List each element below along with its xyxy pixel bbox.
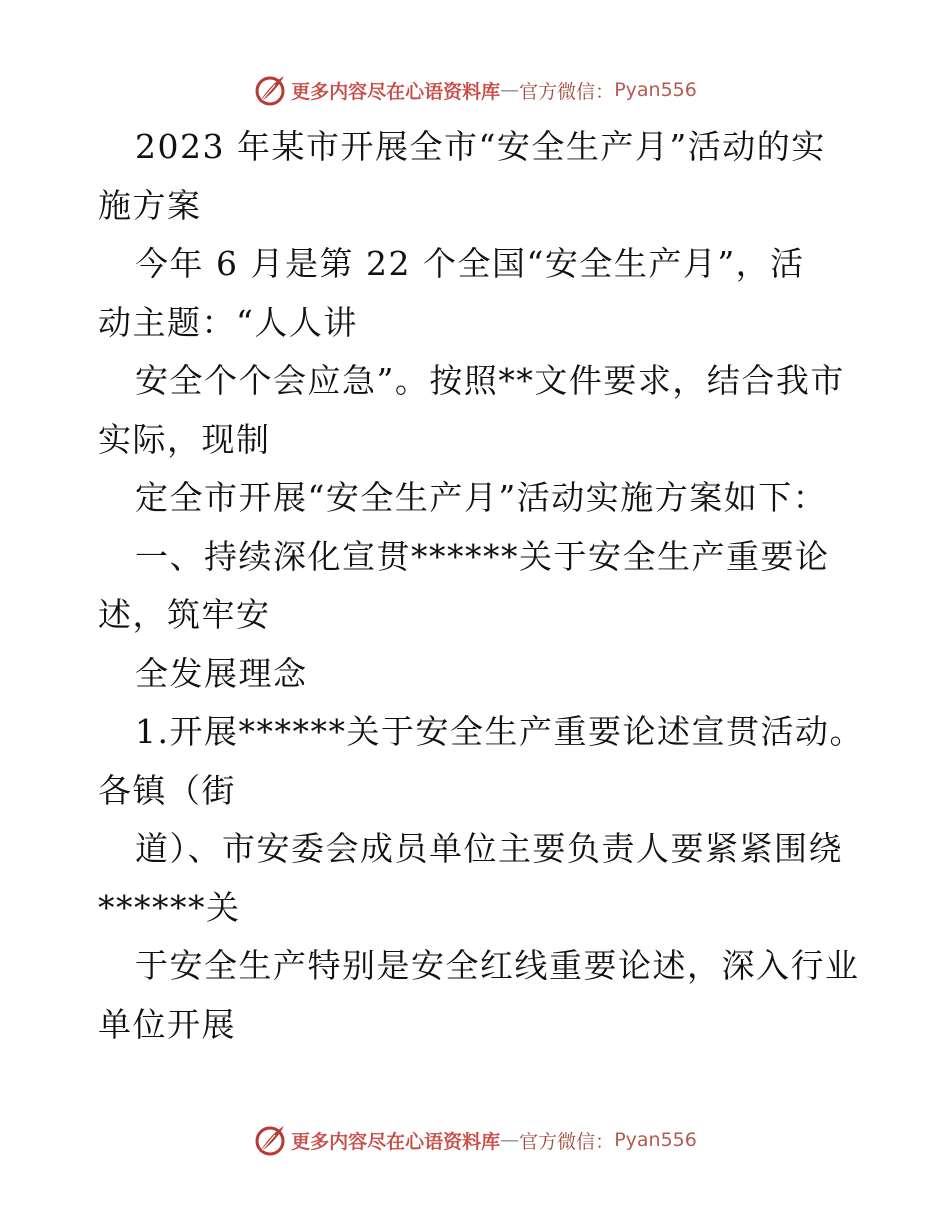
header-watermark-banner <box>0 70 950 110</box>
banner-wechat-label: 官方微信： <box>519 80 615 103</box>
section-heading-line: 全发展理念 <box>135 653 308 693</box>
paragraph-line: 今年 6 月是第 22 个全国“安全生产月”，活 <box>135 244 805 283</box>
paragraph-line: ******关 <box>98 887 241 927</box>
paragraph-line: 单位开展 <box>98 1004 236 1044</box>
section-heading-line: 述，筑牢安 <box>98 595 271 634</box>
document-body <box>98 118 864 1054</box>
banner-wechat-label: 官方微信： <box>519 1130 615 1153</box>
banner-separator: — <box>500 1129 520 1151</box>
paragraph-line: 1.开展******关于安全生产重要论述宣贯活动。 <box>135 712 864 751</box>
footer-watermark-banner <box>0 1120 950 1160</box>
doc-title-line-1: 2023 年某市开展全市“安全生产月”活动的实 <box>135 127 826 166</box>
paragraph-line: 定全市开展“安全生产月”活动实施方案如下： <box>135 478 828 517</box>
feather-pen-logo-icon <box>253 1123 287 1157</box>
banner-main-text: 更多内容尽在心语资料库 <box>291 80 501 103</box>
doc-title-line-2: 施方案 <box>98 185 202 225</box>
banner-separator: — <box>500 79 520 101</box>
paragraph-line: 实际，现制 <box>98 419 271 459</box>
paragraph-line: 安全个个会应急”。按照**文件要求，结合我市 <box>135 361 845 400</box>
banner-wechat-id: Pyan556 <box>614 79 697 101</box>
paragraph-line: 于安全生产特别是安全红线重要论述，深入行业 <box>135 946 860 985</box>
section-heading-line: 一、持续深化宣贯******关于安全生产重要论 <box>135 536 830 576</box>
banner-wechat-id: Pyan556 <box>614 1129 697 1151</box>
paragraph-line: 动主题：“人人讲 <box>98 302 358 342</box>
paragraph-line: 各镇（街 <box>98 770 236 810</box>
feather-pen-logo-icon <box>253 73 287 107</box>
banner-main-text: 更多内容尽在心语资料库 <box>291 1130 501 1153</box>
paragraph-line: 道）、市安委会成员单位主要负责人要紧紧围绕 <box>135 829 843 868</box>
